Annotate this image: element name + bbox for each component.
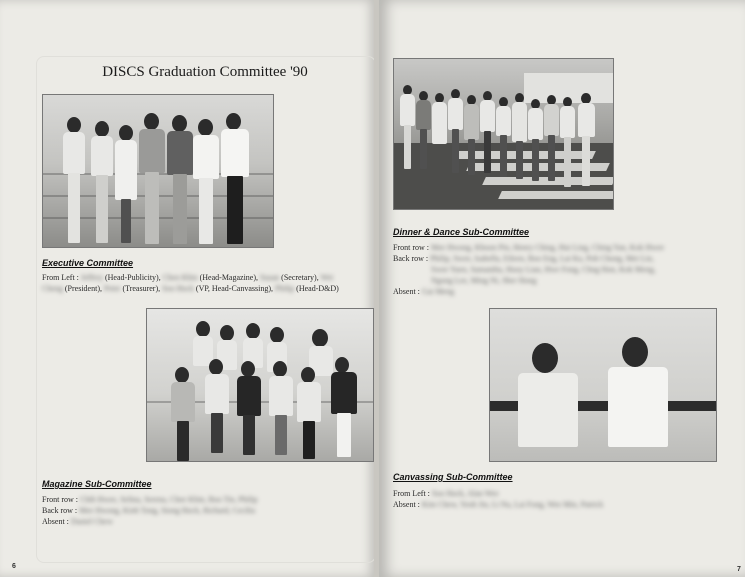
canvassing-committee-caption [393,488,713,510]
member-name: Philip [275,284,295,293]
front-row-label: Front row : [393,243,429,252]
member-role: (Head-D&D) [294,284,339,293]
dinner-dance-committee-heading: Dinner & Dance Sub-Committee [393,227,530,237]
executive-committee-caption [42,272,376,294]
from-left-label: From Left : [393,489,430,498]
magazine-committee-heading: Magazine Sub-Committee [42,479,152,489]
member-name: Susan [260,273,280,282]
absent-names: Gai Meng [421,287,455,296]
back-row-names: Swee Yuen, Samantha, Hooy Lian, Hwe Fong, Chng Hon, Kok Meng, [431,265,656,274]
member-role: (Head-Publicity), [102,273,163,282]
absent-label: Absent : [393,287,420,296]
absent-label: Absent : [42,517,69,526]
member-name: Chen Khin [162,273,198,282]
right-page [379,0,745,577]
front-row-label: Front row : [42,495,78,504]
absent-names: Daniel Chew [70,517,113,526]
member-name: Wei [320,273,334,282]
page-number-left: 6 [12,563,16,570]
member-name: Soo Hock [162,284,194,293]
absent-label: Absent : [393,500,420,509]
executive-committee-photo [42,94,274,248]
member-role: (Secretary), [279,273,321,282]
back-row-names: Philip, Swee, Isabella, Eileen, Boo Eng, Lai Ka, Poh Chong, Mei Lin, [430,254,654,263]
from-left-names: Soo Hock, Alan Wee [431,489,499,498]
front-row-names: Chih Hwee, Selina, Serena, Chee Khin, Boo Tin, Philip [80,495,258,504]
member-role: (Head-Magazine), [197,273,261,282]
back-row-label: Back row : [393,254,429,263]
magazine-committee-photo [146,308,374,462]
executive-prefix: From Left : [42,273,79,282]
canvassing-committee-heading: Canvassing Sub-Committee [393,472,513,482]
absent-names: Kim Chew, Yeoh Jin, Li Na, Lai Fong, Wee Min, Patrick [421,500,604,509]
back-row-names: Ngong Lee, Ming Ni, Sher Hong [431,276,537,285]
member-name: Jeffrey [80,273,103,282]
front-row-names: Mee Hwong, Khoon Pin, Henry Ching, Hui Ling, Ching Yan, Kok Hwee [431,243,665,252]
canvassing-committee-photo [489,308,717,462]
dinner-dance-committee-photo [393,58,614,210]
dinner-dance-committee-caption [393,242,713,297]
page-number-right: 7 [737,566,741,573]
member-role: (VP, Head-Canvassing), [193,284,276,293]
executive-committee-heading: Executive Committee [42,258,134,268]
page-title: DISCS Graduation Committee '90 [102,64,308,80]
member-name: Peter [104,284,121,293]
member-role: (Treasurer), [120,284,163,293]
back-row-label: Back row : [42,506,78,515]
member-role: (President), [62,284,104,293]
back-row-names: Mee Hwong, Kinh Tong, Siong Hock, Richard, Cecilia [79,506,256,515]
member-name: Cheng [42,284,63,293]
magazine-committee-caption [42,494,342,527]
